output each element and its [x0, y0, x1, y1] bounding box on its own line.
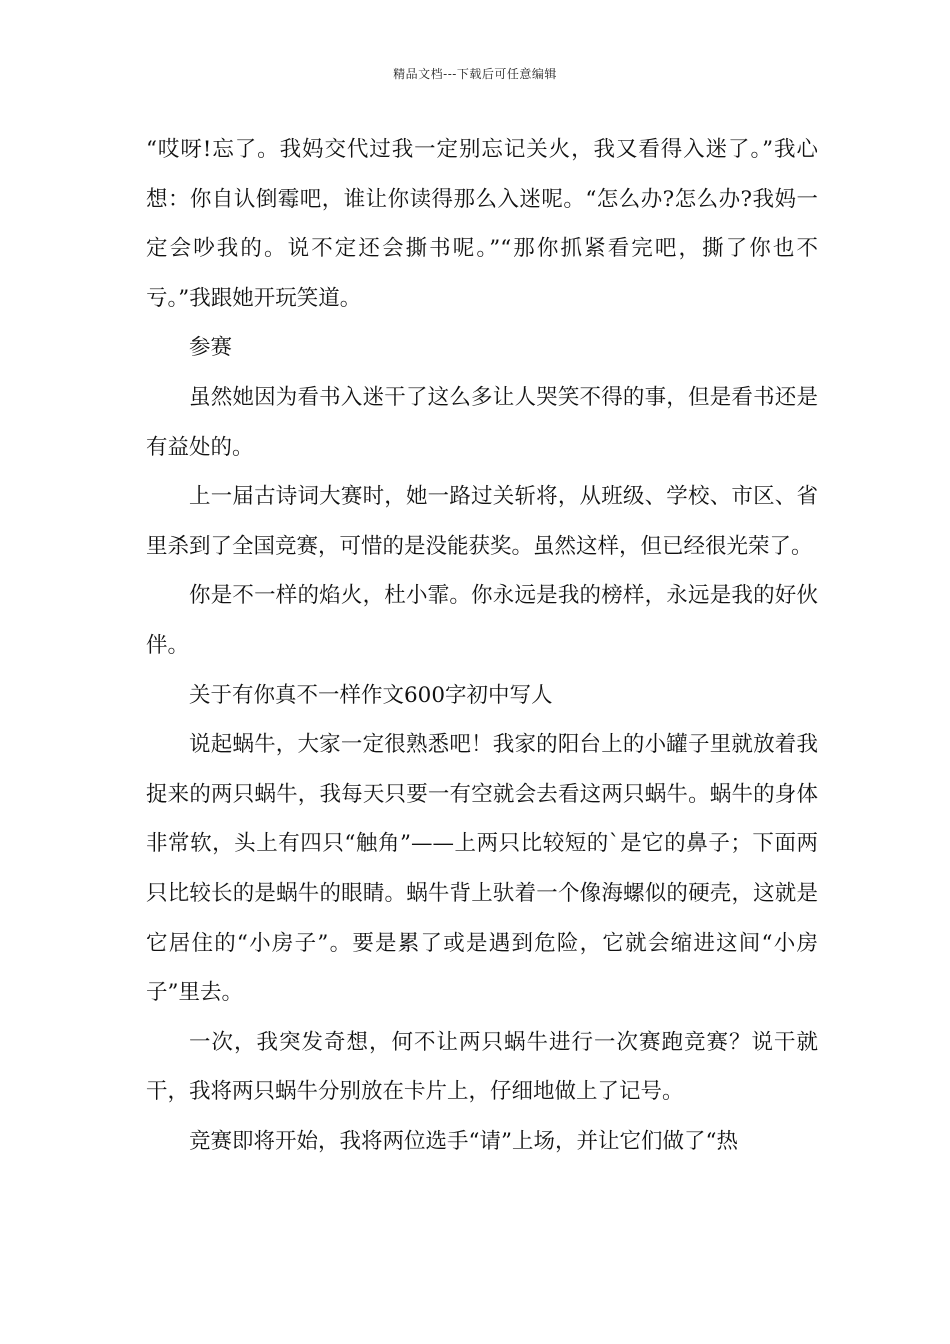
- section-heading-competition: 参赛: [189, 335, 233, 361]
- page-header: 精品文档---下载后可任意编辑: [393, 67, 557, 81]
- paragraph-snail-description: 说起蜗牛，大家一定很熟悉吧！我家的阳台上的小罐子里就放着我捉来的两只蜗牛，我每天只要一有空就会去看这两只蜗牛。蜗牛的身体非常软，头上有四只“触角”——上两只比较短的`是它的鼻子；下面两只比较长的是蜗牛的眼睛。蜗牛背上驮着一个像海螺似的硬壳，这就是它居住的“小房子”。要是累了或是遇到危险，它就会缩进这间“小房子”里去。: [146, 732, 818, 1006]
- paragraph-role-model: 你是不一样的焰火，杜小霏。你永远是我的榜样，永远是我的好伙伴。: [146, 583, 818, 658]
- paragraph-poetry-contest: 上一届古诗词大赛时，她一路过关斩将，从班级、学校、市区、省里杀到了全国竞赛，可惜的是没能获奖。虽然这样，但已经很光荣了。: [146, 484, 818, 559]
- paragraph-snail-race-idea: 一次，我突发奇想，何不让两只蜗牛进行一次赛跑竞赛？说干就干，我将两只蜗牛分别放在卡片上，仔细地做上了记号。: [146, 1029, 818, 1105]
- document-body: [146, 125, 818, 1166]
- essay-title: 关于有你真不一样作文600字初中写人: [189, 682, 553, 708]
- paragraph-reading-benefit: 虽然她因为看书入迷干了这么多让人哭笑不得的事，但是看书还是有益处的。: [146, 384, 818, 460]
- paragraph-race-start: 竞赛即将开始，我将两位选手“请”上场，并让它们做了“热: [189, 1128, 738, 1154]
- paragraph-dialogue: “哎呀!忘了。我妈交代过我一定别忘记关火，我又看得入迷了。”我心想：你自认倒霉吧，谁让你读得那么入迷呢。“怎么办?怎么办?我妈一定会吵我的。说不定还会撕书呢。”“那你抓紧看完吧，撕了你也不亏。”我跟她开玩笑道。: [146, 137, 818, 311]
